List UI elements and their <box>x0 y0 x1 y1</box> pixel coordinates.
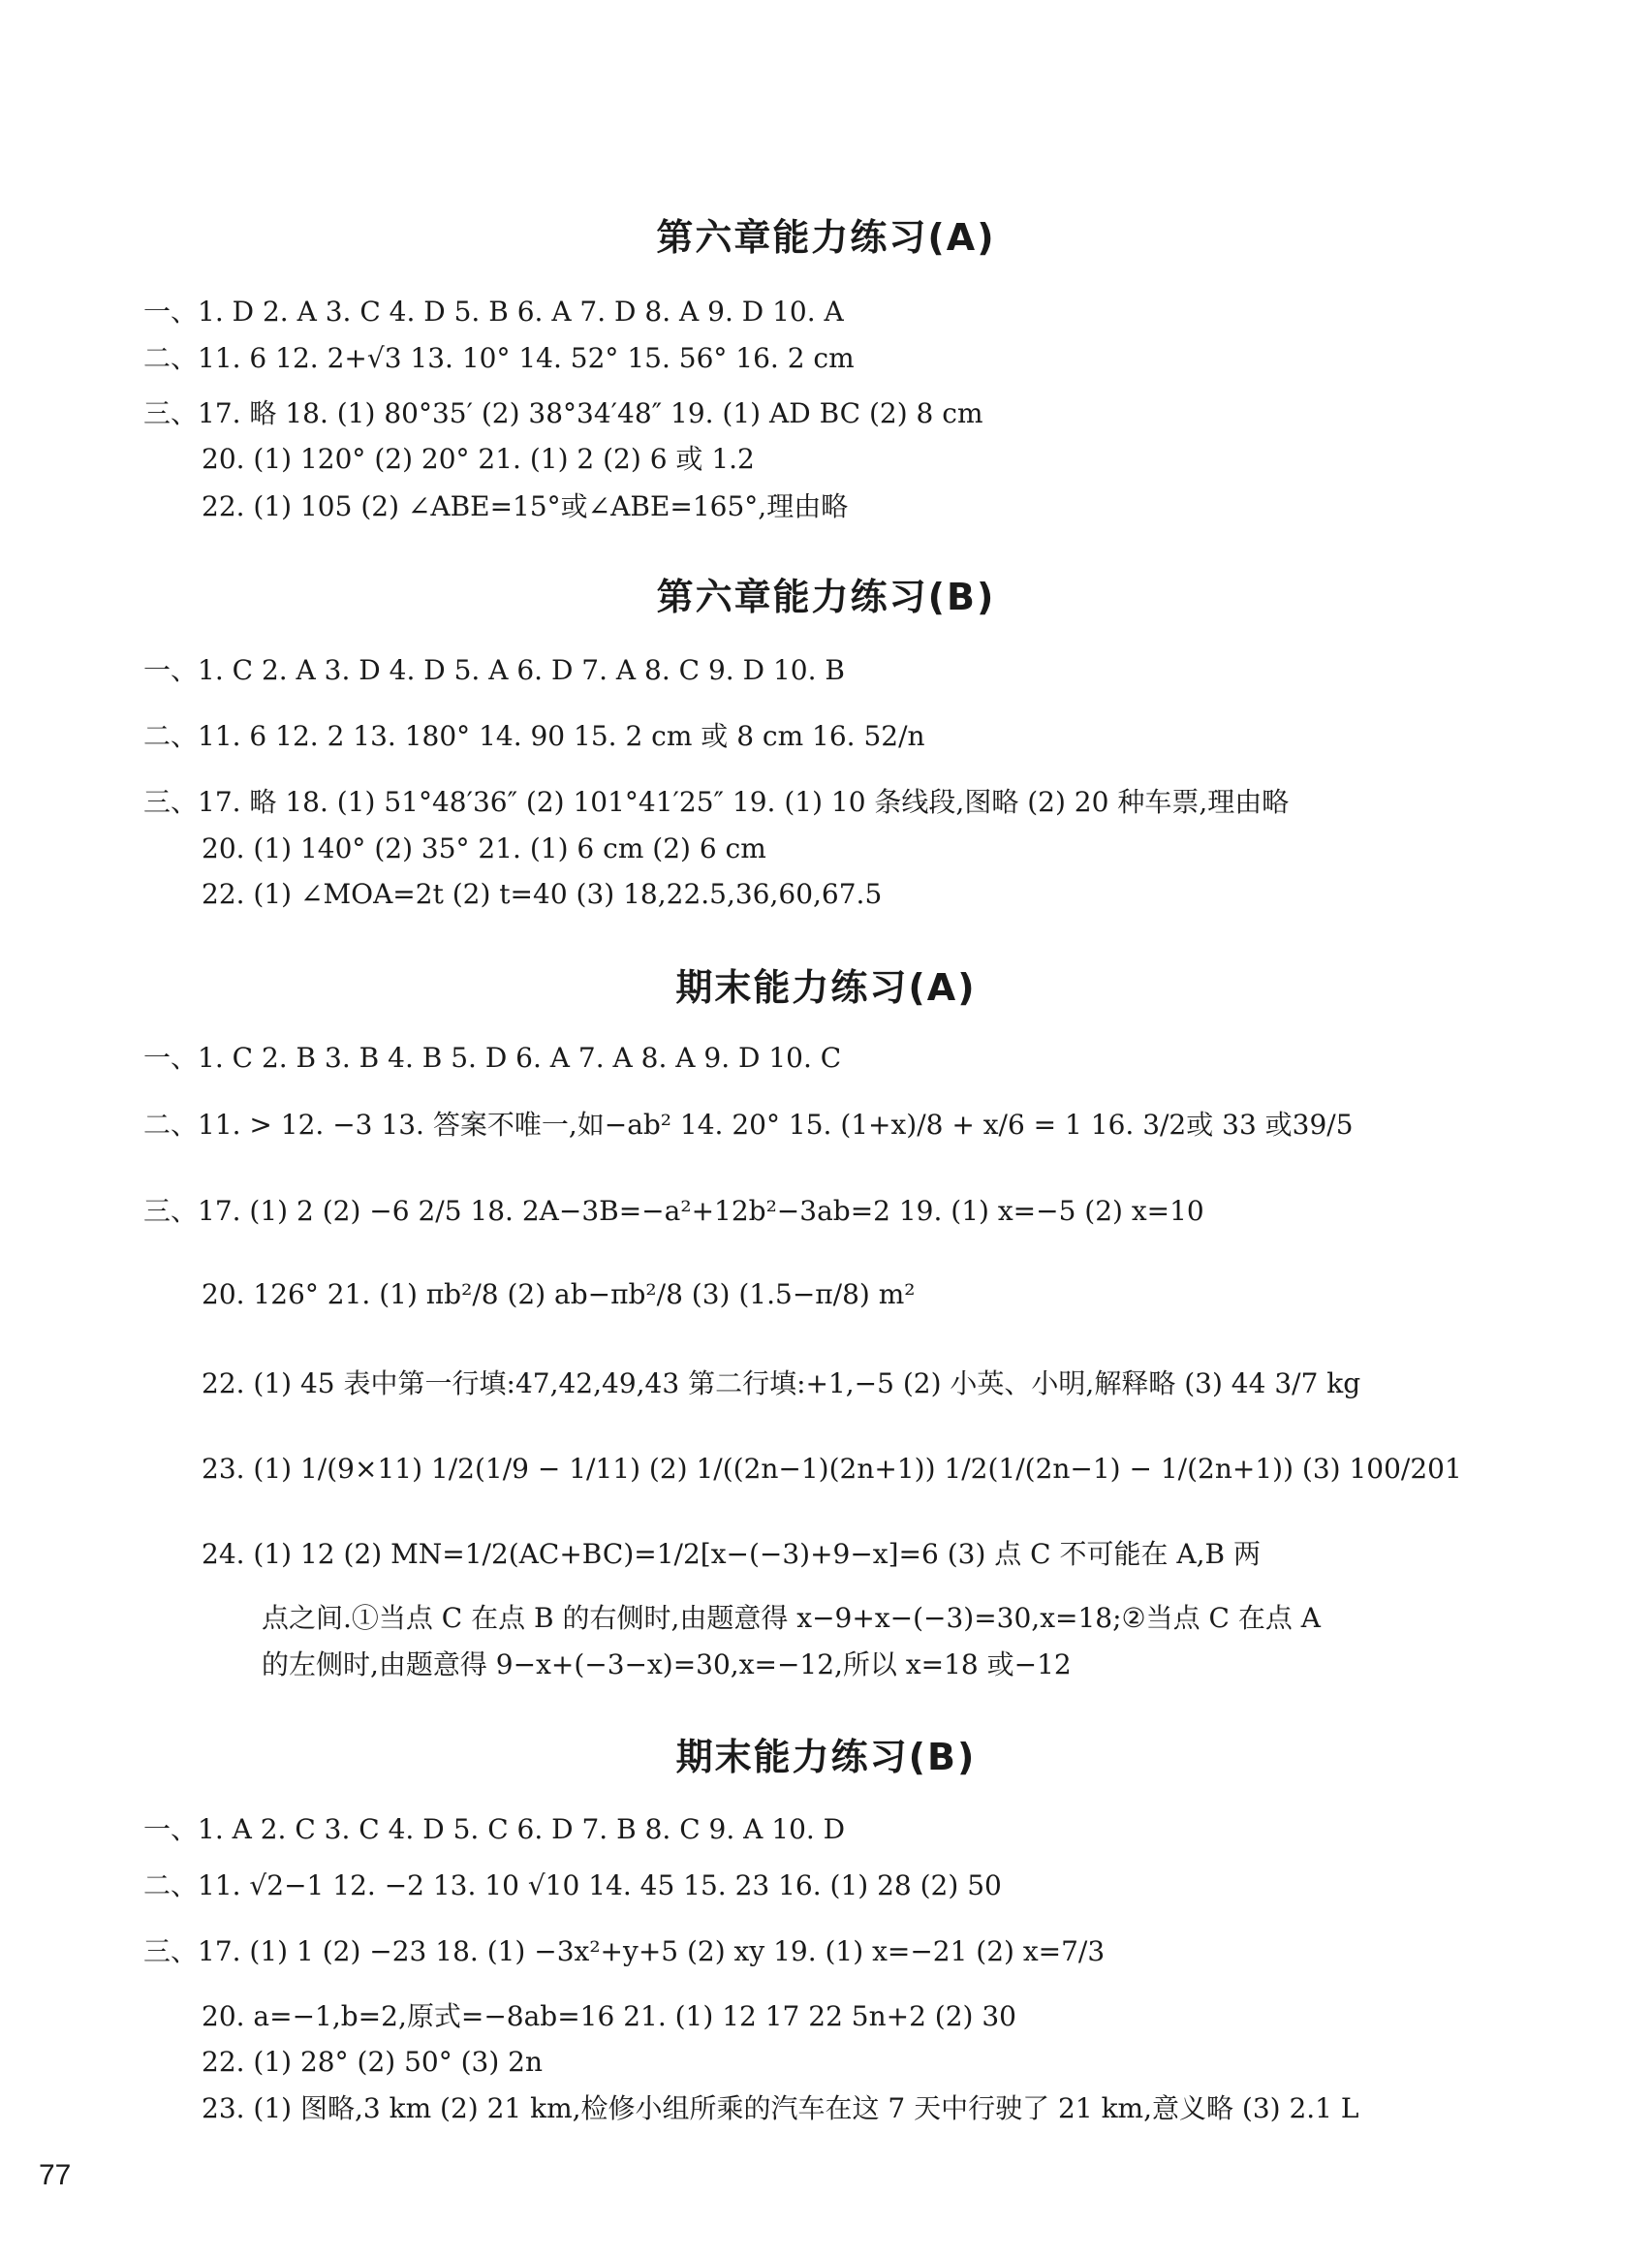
answer-line: 三、17. (1) 2 (2) −6 2/5 18. 2A−3B=−a²+12b²−3ab=2 19. (1) x=−5 (2) x=10 <box>143 1195 1204 1227</box>
answer-line: 一、1. A 2. C 3. C 4. D 5. C 6. D 7. B 8. C 9. A 10. D <box>143 1813 846 1845</box>
section-title: 第六章能力练习(A) <box>656 216 996 259</box>
answer-line: 22. (1) ∠MOA=2t (2) t=40 (3) 18,22.5,36,60,67.5 <box>202 878 883 910</box>
section-title: 第六章能力练习(B) <box>656 576 996 618</box>
page-number: 77 <box>39 2159 72 2191</box>
answer-line: 22. (1) 105 (2) ∠ABE=15°或∠ABE=165°,理由略 <box>202 490 849 522</box>
answer-line: 的左侧时,由题意得 9−x+(−3−x)=30,x=−12,所以 x=18 或−12 <box>262 1648 1072 1680</box>
answer-line: 二、11. √2−1 12. −2 13. 10 √10 14. 45 15. 23 16. (1) 28 (2) 50 <box>143 1869 1002 1901</box>
section-title: 期末能力练习(A) <box>675 966 977 1009</box>
section-title: 期末能力练习(B) <box>675 1736 977 1778</box>
answer-line: 24. (1) 12 (2) MN=1/2(AC+BC)=1/2[x−(−3)+9−x]=6 (3) 点 C 不可能在 A,B 两 <box>202 1538 1261 1570</box>
answer-line: 一、1. C 2. B 3. B 4. B 5. D 6. A 7. A 8. A 9. D 10. C <box>143 1042 842 1074</box>
answer-line: 22. (1) 28° (2) 50° (3) 2n <box>202 2046 544 2078</box>
answer-line: 23. (1) 1/(9×11) 1/2(1/9 − 1/11) (2) 1/((2n−1)(2n+1)) 1/2(1/(2n−1) − 1/(2n+1)) (3) 100/201 <box>202 1453 1462 1485</box>
answer-line: 二、11. > 12. −3 13. 答案不唯一,如−ab² 14. 20° 15. (1+x)/8 + x/6 = 1 16. 3/2或 33 或39/5 <box>143 1109 1354 1141</box>
answer-line: 三、17. 略 18. (1) 51°48′36″ (2) 101°41′25″ 19. (1) 10 条线段,图略 (2) 20 种车票,理由略 <box>143 786 1290 818</box>
answer-line: 一、1. C 2. A 3. D 4. D 5. A 6. D 7. A 8. C 9. D 10. B <box>143 654 845 686</box>
answer-line: 20. a=−1,b=2,原式=−8ab=16 21. (1) 12 17 22 5n+2 (2) 30 <box>202 2000 1016 2032</box>
answer-line: 22. (1) 45 表中第一行填:47,42,49,43 第二行填:+1,−5 (2) 小英、小明,解释略 (3) 44 3/7 kg <box>202 1367 1361 1399</box>
answer-line: 二、11. 6 12. 2 13. 180° 14. 90 15. 2 cm 或 8 cm 16. 52/n <box>143 720 925 752</box>
answer-line: 点之间.①当点 C 在点 B 的右侧时,由题意得 x−9+x−(−3)=30,x=18;②当点 C 在点 A <box>262 1602 1321 1634</box>
answer-line: 三、17. 略 18. (1) 80°35′ (2) 38°34′48″ 19. (1) AD BC (2) 8 cm <box>143 397 983 429</box>
answer-line: 三、17. (1) 1 (2) −23 18. (1) −3x²+y+5 (2) xy 19. (1) x=−21 (2) x=7/3 <box>143 1935 1106 1967</box>
answer-line: 20. (1) 140° (2) 35° 21. (1) 6 cm (2) 6 cm <box>202 832 766 864</box>
answer-line: 一、1. D 2. A 3. C 4. D 5. B 6. A 7. D 8. A 9. D 10. A <box>143 296 844 328</box>
answer-line: 20. (1) 120° (2) 20° 21. (1) 2 (2) 6 或 1.2 <box>202 443 755 475</box>
answer-line: 20. 126° 21. (1) πb²/8 (2) ab−πb²/8 (3) (1.5−π/8) m² <box>202 1278 916 1310</box>
answer-line: 23. (1) 图略,3 km (2) 21 km,检修小组所乘的汽车在这 7 天中行驶了 21 km,意义略 (3) 2.1 L <box>202 2092 1359 2124</box>
answer-line: 二、11. 6 12. 2+√3 13. 10° 14. 52° 15. 56° 16. 2 cm <box>143 342 855 374</box>
